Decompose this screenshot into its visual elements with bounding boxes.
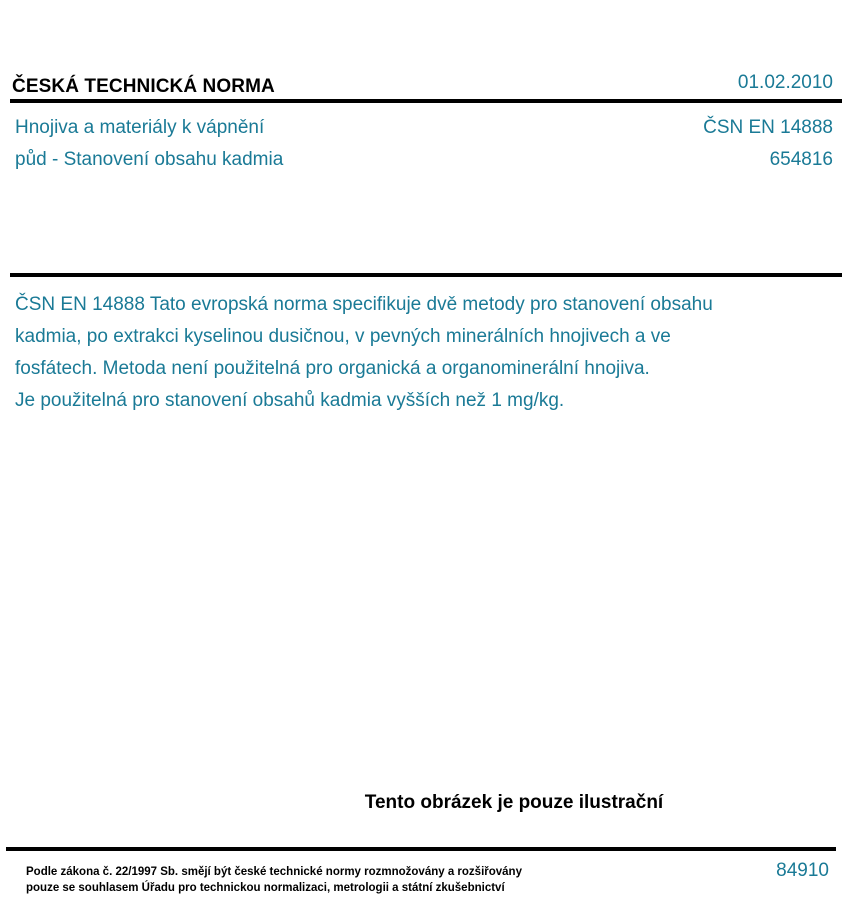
header-divider xyxy=(10,99,842,103)
abstract-line-1: ČSN EN 14888 Tato evropská norma specifikuje dvě metody pro stanovení obsahu xyxy=(15,294,713,315)
document-number: 84910 xyxy=(776,860,829,881)
legal-notice xyxy=(26,864,522,896)
abstract xyxy=(15,289,835,417)
section-divider xyxy=(10,273,842,277)
legal-notice-line-2: pouze se souhlasem Úřadu pro technickou normalizaci, metrologii a státní zkušebnictví xyxy=(26,882,505,894)
classification-code: 654816 xyxy=(769,149,833,170)
publication-date: 01.02.2010 xyxy=(737,72,833,93)
document-title-line-2: půd - Stanovení obsahu kadmia xyxy=(15,149,284,170)
legal-notice-line-1: Podle zákona č. 22/1997 Sb. smějí být české technické normy rozmnožovány a rozšiřovány xyxy=(26,866,522,878)
standard-code: ČSN EN 14888 xyxy=(703,117,833,138)
document-header-title: ČESKÁ TECHNICKÁ NORMA xyxy=(12,76,275,97)
document-title-line-1: Hnojiva a materiály k vápnění xyxy=(15,117,265,138)
footer-divider xyxy=(6,847,836,851)
abstract-line-4: Je použitelná pro stanovení obsahů kadmia vyšších než 1 mg/kg. xyxy=(15,390,565,411)
abstract-line-3: fosfátech. Metoda není použitelná pro organická a organominerální hnojiva. xyxy=(15,358,650,379)
abstract-line-2: kadmia, po extrakci kyselinou dusičnou, v pevných minerálních hnojivech a ve xyxy=(15,326,671,347)
illustration-notice: Tento obrázek je pouze ilustrační xyxy=(364,792,664,813)
